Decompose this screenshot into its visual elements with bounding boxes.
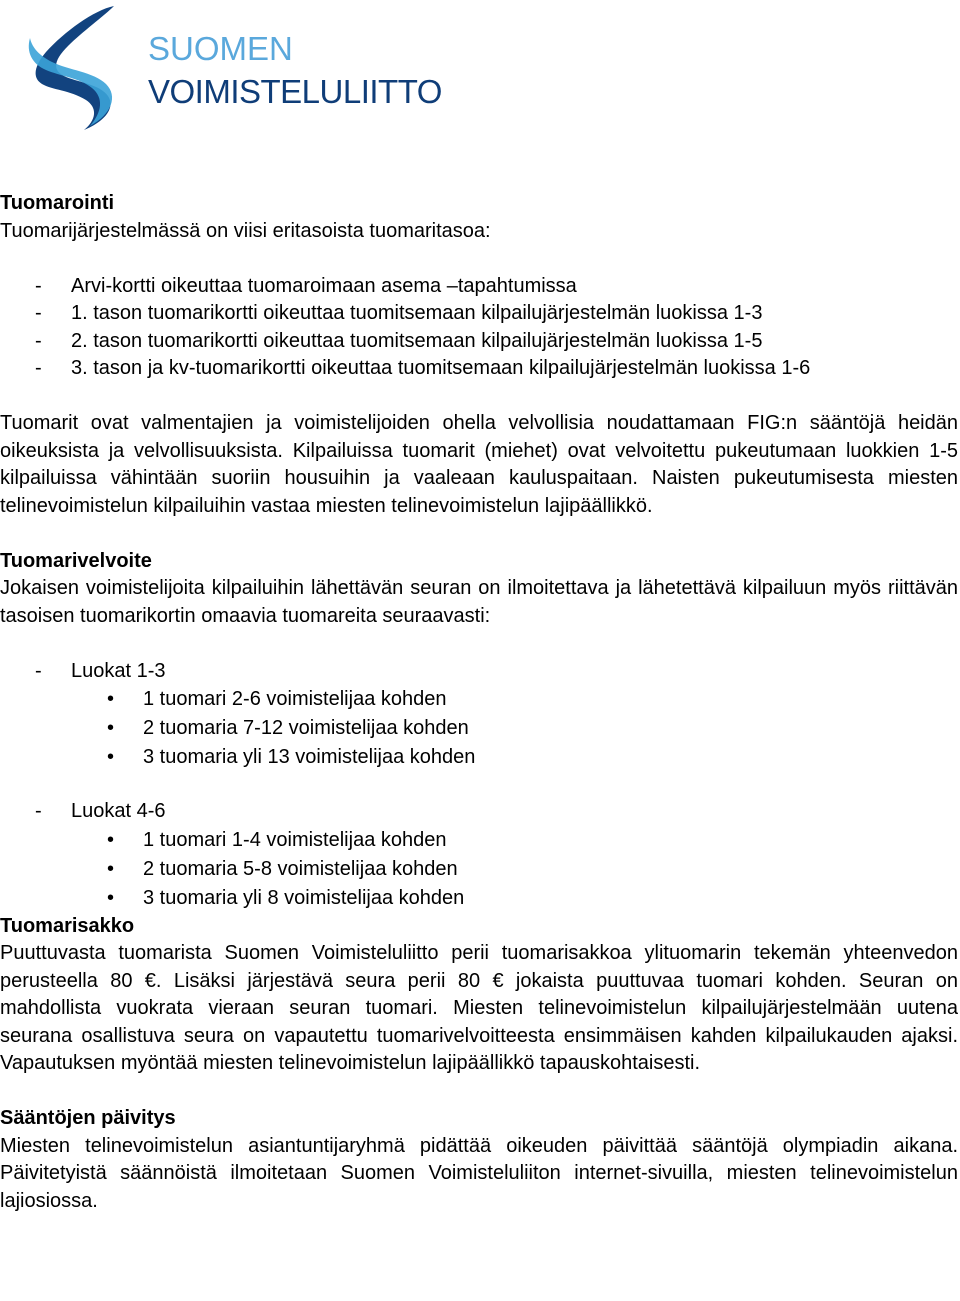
bullet-icon: • xyxy=(107,828,115,851)
class-group-list xyxy=(0,798,958,826)
section-paragraph: Puuttuvasta tuomarista Suomen Voimisteluliitto perii tuomarisakkoa ylituomarin tekemän yhteenvedon perusteella 80 €. Lisäksi järjestävä seura perii 80 € jokaista puuttuvaa tuomari kohden. Seuran on mahdollista vuokrata vieraan seuran tuomari. Miesten telinevoimistelun kilpailujärjestelmään uutena seurana osallistuva seura on vapautettu tuomarivelvoitteesta ensimmäisen kahden kilpailukauden ajaksi. Vapautuksen myöntää miesten telinevoimistelun lajipäällikkö tapauskohtaisesti. xyxy=(0,942,958,1074)
judge-level-list xyxy=(0,273,958,383)
logo-text-suomen: SUOMEN xyxy=(148,30,293,67)
section-tuomarivelvoite xyxy=(0,548,958,913)
list-item-text: 2. tason tuomarikortti oikeuttaa tuomitsemaan kilpailujärjestelmän luokissa 1-5 xyxy=(71,329,763,352)
bullet-item xyxy=(0,884,958,913)
bullet-text: 2 tuomaria 7-12 voimistelijaa kohden xyxy=(143,717,469,739)
bullet-text: 1 tuomari 1-4 voimistelijaa kohden xyxy=(143,828,447,851)
section-tuomarointi xyxy=(0,190,958,520)
list-item-text: 1. tason tuomarikortti oikeuttaa tuomitsemaan kilpailujärjestelmän luokissa 1-3 xyxy=(71,302,763,324)
bullet-text: 3 tuomaria yli 13 voimistelijaa kohden xyxy=(143,746,476,768)
bullet-icon: • xyxy=(107,857,115,880)
bullet-item xyxy=(0,685,958,714)
class-group xyxy=(0,658,958,686)
section-heading: Sääntöjen päivitys xyxy=(0,1107,176,1129)
list-item-text: Arvi-kortti oikeuttaa tuomaroimaan asema –tapahtumissa xyxy=(71,274,577,297)
section-paragraph: Jokaisen voimistelijoita kilpailuihin lähettävän seuran on ilmoitettava ja lähetettävä kilpailuun myös riittävän tasoisen tuomarikortin omaavia tuomareita seuraavasti: xyxy=(0,577,958,627)
list-item xyxy=(0,300,958,328)
bullet-icon: • xyxy=(107,688,115,710)
dash-marker: - xyxy=(35,302,42,324)
class-group-list xyxy=(0,658,958,686)
section-heading: Tuomarivelvoite xyxy=(0,549,152,572)
section-paragraph: Miesten telinevoimistelun asiantuntijaryhmä pidättää oikeuden päivittää sääntöjä olympiadin aikana. Päivitetyistä säännöistä ilmoitetaan Suomen Voimisteluliiton internet-sivuilla, miesten telinevoimistelun lajiosiossa. xyxy=(0,1134,958,1212)
dash-marker: - xyxy=(35,800,42,822)
dash-marker: - xyxy=(35,659,42,682)
bullet-item xyxy=(0,855,958,884)
bullet-list xyxy=(0,826,958,913)
logo xyxy=(24,4,444,134)
section-heading: Tuomarointi xyxy=(0,192,115,214)
bullet-icon: • xyxy=(107,886,115,909)
logo-mark-icon xyxy=(24,4,144,134)
bullet-text: 3 tuomaria yli 8 voimistelijaa kohden xyxy=(143,886,465,909)
bullet-text: 1 tuomari 2-6 voimistelijaa kohden xyxy=(143,688,447,710)
bullet-icon: • xyxy=(107,717,115,739)
list-item-text: 3. tason ja kv-tuomarikortti oikeuttaa tuomitsemaan kilpailujärjestelmän luokissa 1-6 xyxy=(71,357,811,379)
class-group xyxy=(0,798,958,826)
logo-text-voimisteluliitto: VOIMISTELULIITTO xyxy=(148,73,442,110)
bullet-list xyxy=(0,685,958,772)
list-item xyxy=(0,273,958,301)
section-paragraph: Tuomarit ovat valmentajien ja voimistelijoiden ohella velvollisia noudattamaan FIG:n sääntöjä heidän oikeuksista ja velvollisuuksista. Kilpailuissa tuomarit (miehet) ovat velvoitettu pukeutumaan luokkien 1-5 kilpailuissa vähintään suoriin housuihin ja vaaleaan kauluspaitaan. Naisten pukeutumisesta miesten telinevoimistelun kilpailuihin vastaa miesten telinevoimistelun lajipäällikkö. xyxy=(0,412,958,517)
bullet-text: 2 tuomaria 5-8 voimistelijaa kohden xyxy=(143,857,458,880)
section-heading: Tuomarisakko xyxy=(0,914,135,937)
section-intro: Tuomarijärjestelmässä on viisi eritasoista tuomaritasoa: xyxy=(0,219,491,242)
dash-marker: - xyxy=(35,329,42,352)
section-saantojen-paivitys xyxy=(0,1105,958,1215)
bullet-item xyxy=(0,826,958,855)
section-tuomarisakko xyxy=(0,913,958,1078)
bullet-item xyxy=(0,743,958,772)
dash-marker: - xyxy=(35,357,42,379)
list-item xyxy=(0,355,958,383)
bullet-item xyxy=(0,714,958,743)
bullet-icon: • xyxy=(107,746,115,768)
list-item xyxy=(0,328,958,356)
dash-marker: - xyxy=(35,274,42,297)
class-group-label: Luokat 4-6 xyxy=(71,800,166,822)
document-body xyxy=(0,190,958,1215)
class-group-label: Luokat 1-3 xyxy=(71,659,166,682)
